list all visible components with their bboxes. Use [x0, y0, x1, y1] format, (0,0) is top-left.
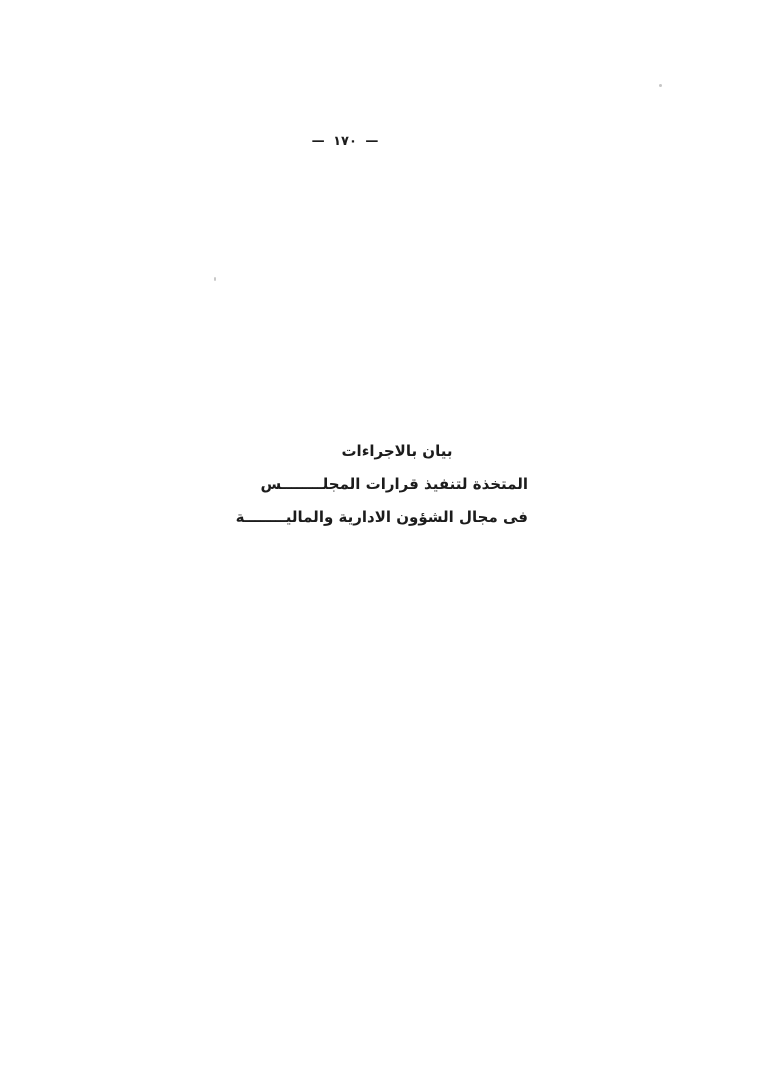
- scan-speck: [214, 277, 216, 281]
- title-line-2: المتخذة لتنفيذ قرارات المجلــــــــس: [260, 475, 528, 493]
- scan-speck: [659, 84, 662, 87]
- page-number: — ١٧٠ —: [311, 134, 379, 149]
- title-line-3: فى مجال الشؤون الادارية والماليــــــــة: [235, 508, 528, 526]
- title-block: [235, 435, 528, 534]
- title-line-1: بيان بالاجراءات: [341, 442, 453, 460]
